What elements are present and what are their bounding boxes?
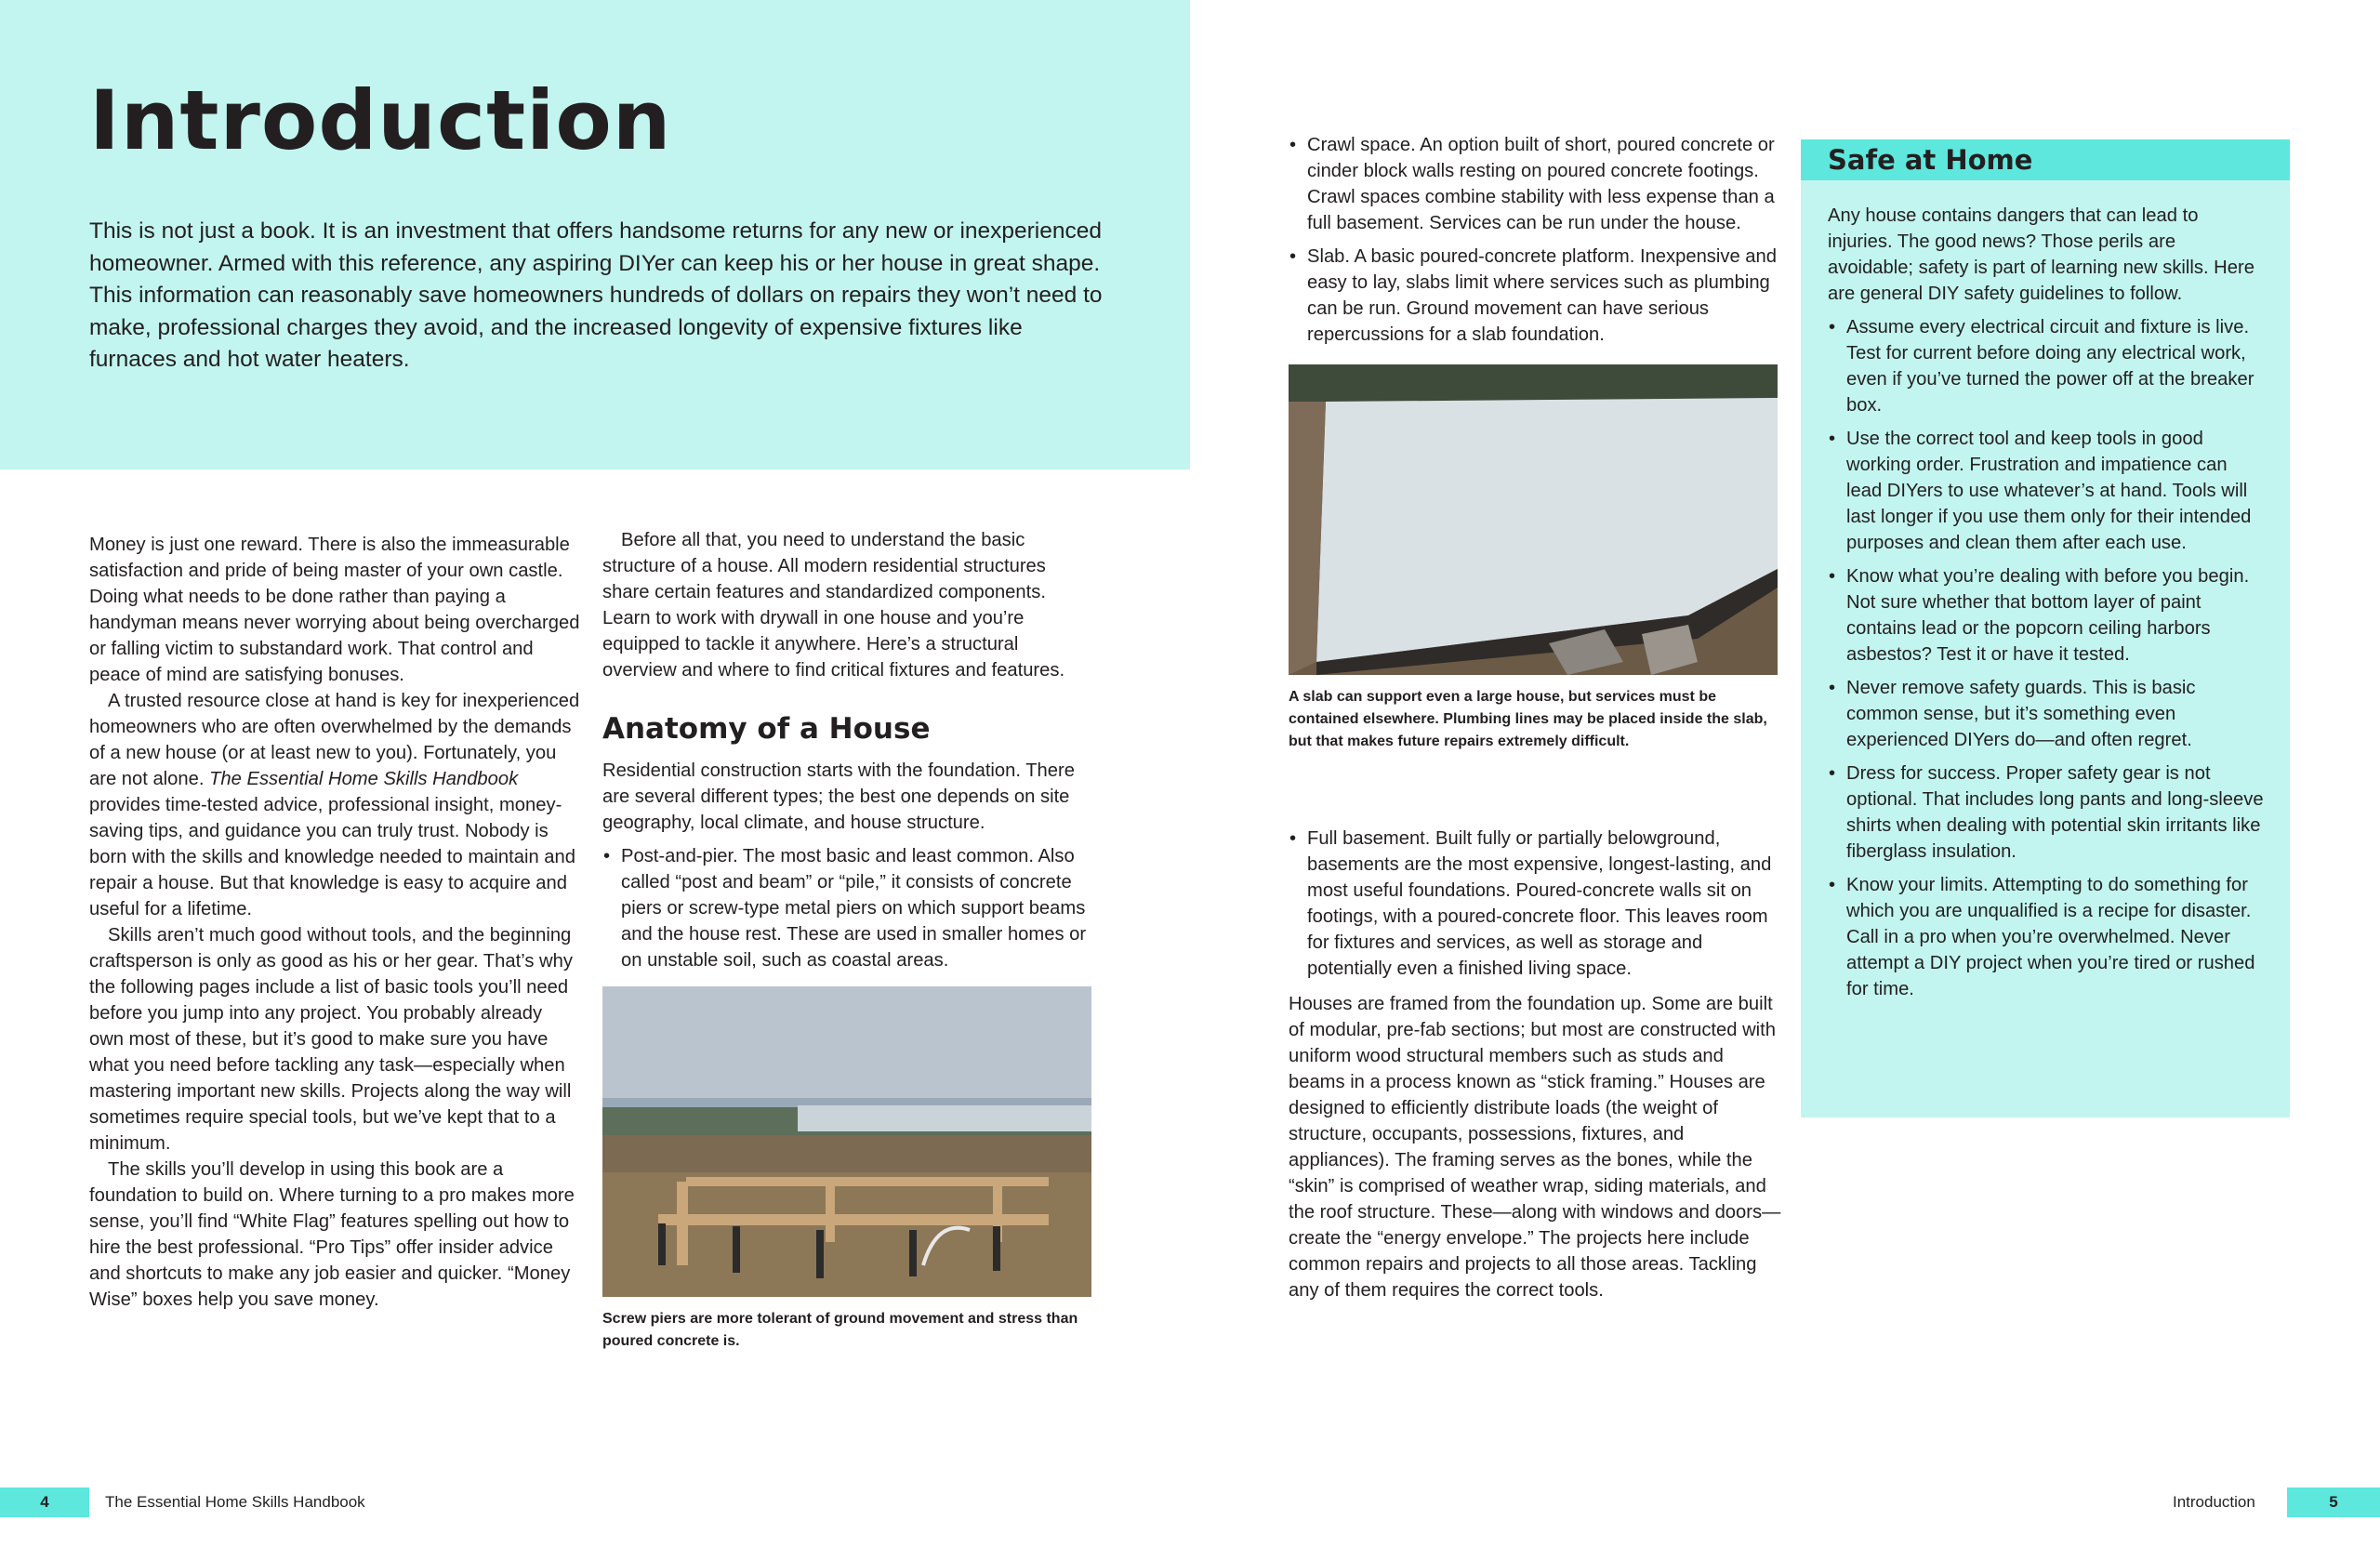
safety-list (1828, 314, 2265, 1002)
list-item: • Slab. A basic poured-concrete platform. Inexpensive and easy to lay, slabs limit where services such as plumbing can be run. Ground movement can have serious repercussions for a slab foundation. (1289, 244, 1781, 348)
bullet-icon: • (1829, 763, 1836, 784)
sidebar-intro: Any house contains dangers that can lead to injuries. The good news? Those perils are avoidable; safety is part of learning new skills. Here are general DIY safety guidelines to follow. (1828, 205, 2254, 304)
section-heading: Anatomy of a House (602, 712, 931, 746)
screw-piers-photo (602, 986, 1091, 1297)
body-column-4 (1289, 826, 1781, 1303)
list-item: • Never remove safety guards. This is basic common sense, but it’s something even experienced DIYers do—and often regret. (1828, 675, 2265, 753)
paragraph: Before all that, you need to understand the basic structure of a house. All modern residential structures share certain features and standardized components. Learn to work with drywall in one house and you’re equipped to tackle it anywhere. Here’s a structural overview and where to find critical fixtures and features. (602, 530, 1065, 681)
left-page-number: 4 (0, 1487, 89, 1517)
photo-caption: A slab can support even a large house, but services must be contained elsewhere. Plumbing lines may be placed inside the slab, but that makes future repairs extremely difficult. (1289, 689, 1767, 749)
bullet-icon: • (1829, 678, 1836, 698)
photo-caption: Screw piers are more tolerant of ground movement and stress than poured concrete is. (602, 1311, 1078, 1349)
foundation-list-continued (1289, 132, 1781, 348)
list-item: • Post-and-pier. The most basic and least common. Also called “post and beam” or “pile,” it consists of concrete piers or screw-type metal piers on which support beams and the house rest. These are used in smaller homes or on unstable soil, such as coastal areas. (602, 843, 1093, 973)
concrete-slab-photo (1289, 364, 1778, 675)
paragraph: A trusted resource close at hand is key for inexperienced homeowners who are often overwhelmed by the demands of a new house (or at least new to you). Fortunately, you are not alone. The Essential Home Skills Handbook provides time-tested advice, professional insight, money-saving tips, and guidance you can truly trust. Nobody is born with the skills and knowledge needed to maintain and repair a house. But that knowledge is easy to acquire and useful for a lifetime. (89, 691, 580, 919)
sidebar-body (1828, 203, 2265, 1010)
list-item: • Dress for success. Proper safety gear is not optional. That includes long pants and long-sleeve shirts when dealing with potential skin irritants like fiberglass insulation. (1828, 760, 2265, 865)
paragraph: Residential construction starts with the foundation. There are several different types; the best one depends on site geography, local climate, and house structure. (602, 760, 1075, 833)
list-item: • Assume every electrical circuit and fixture is live. Test for current before doing any electrical work, even if you’ve turned the power off at the breaker box. (1828, 314, 2265, 418)
lead-paragraph: This is not just a book. It is an investment that offers handsome returns for any new or inexperienced homeowner. Armed with this reference, any aspiring DIYer can keep his or her house in great shape. This information can reasonably save homeowners hundreds of dollars on repairs they won’t need to make, professional charges they avoid, and the increased longevity of expensive fixtures like furnaces and hot water heaters. (89, 218, 1103, 372)
book-title: The Essential Home Skills Handbook (209, 769, 519, 789)
list-item: • Know what you’re dealing with before you begin. Not sure whether that bottom layer of paint contains lead or the popcorn ceiling harbors asbestos? Test it or have it tested. (1828, 563, 2265, 668)
list-item: • Know your limits. Attempting to do something for which you are unqualified is a recipe for disaster. Call in a pro when you’re overwhelmed. Never attempt a DIY project when you’re tired or rushed for time. (1828, 872, 2265, 1002)
bullet-icon: • (1289, 828, 1297, 849)
body-column-1 (89, 532, 580, 1313)
page-title: Introduction (89, 73, 672, 168)
left-running-footer: The Essential Home Skills Handbook (105, 1493, 365, 1511)
list-item: • Use the correct tool and keep tools in good working order. Frustration and impatience can lead DIYers to use whatever’s at hand. Tools will last longer if you use them only for their intended purposes and clean them after each use. (1828, 426, 2265, 556)
right-running-footer: Introduction (2173, 1493, 2255, 1511)
bullet-icon: • (603, 846, 611, 866)
sidebar-title: Safe at Home (1828, 144, 2033, 176)
paragraph: Skills aren’t much good without tools, and the beginning craftsperson is only as good as his or her gear. That’s why the following pages include a list of basic tools you’ll need before you jump into any project. You probably already own most of these, but it’s good to make sure you have what you need before tackling any task—especially when mastering important new skills. Projects along the way will sometimes require special tools, but we’ve kept that to a minimum. (89, 925, 573, 1154)
bullet-icon: • (1289, 246, 1297, 267)
body-column-2 (602, 527, 1093, 1353)
list-item: • Crawl space. An option built of short, poured concrete or cinder block walls resting on poured concrete footings. Crawl spaces combine stability with less expense than a full basement. Services can be run under the house. (1289, 132, 1781, 236)
bullet-icon: • (1829, 875, 1836, 895)
foundation-list (602, 843, 1093, 973)
bullet-icon: • (1289, 135, 1297, 155)
bullet-icon: • (1829, 566, 1836, 587)
bullet-icon: • (1829, 317, 1836, 337)
paragraph: The skills you’ll develop in using this book are a foundation to build on. Where turning to a pro makes more sense, you’ll find “White Flag” features spelling out how to hire the best professional. “Pro Tips” offer insider advice and shortcuts to make any job easier and quicker. “Money Wise” boxes help you save money. (89, 1159, 575, 1310)
paragraph: Houses are framed from the foundation up. Some are built of modular, pre-fab sections; but most are constructed with uniform wood structural members such as studs and beams in a process known as “stick framing.” Houses are designed to efficiently distribute loads (the weight of structure, occupants, possessions, fixtures, and appliances). The framing serves as the bones, while the “skin” is comprised of weather wrap, siding materials, and the roof structure. These—along with windows and doors—create the “energy envelope.” The projects here include common repairs and projects to all those areas. Tackling any of them requires the correct tools. (1289, 994, 1781, 1301)
body-column-3 (1289, 132, 1781, 753)
paragraph: Money is just one reward. There is also the immeasurable satisfaction and pride of being master of your own castle. Doing what needs to be done rather than paying a handyman means never worrying about being overcharged or falling victim to substandard work. That control and peace of mind are satisfying bonuses. (89, 535, 580, 685)
right-page-number: 5 (2287, 1487, 2380, 1517)
bullet-icon: • (1829, 429, 1836, 449)
list-item: • Full basement. Built fully or partially belowground, basements are the most expensive, longest-lasting, and most useful foundations. Poured-concrete walls sit on footings, with a poured-concrete floor. This leaves room for fixtures and services, as well as storage and potentially even a finished living space. (1289, 826, 1781, 982)
foundation-list-continued (1289, 826, 1781, 982)
